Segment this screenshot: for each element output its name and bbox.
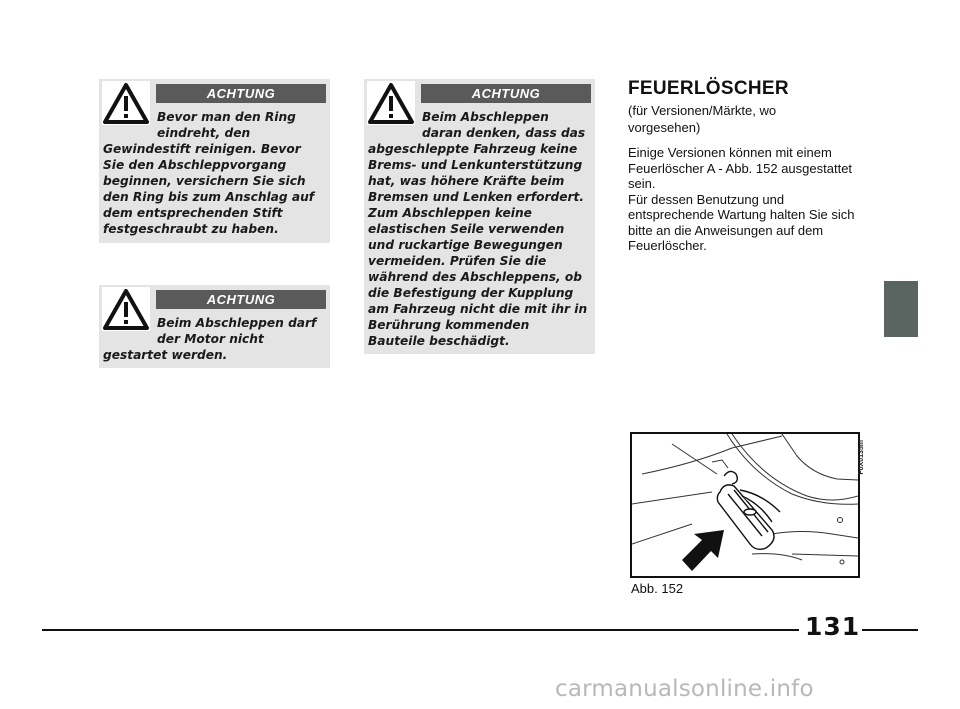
page-number: 131 (805, 612, 861, 641)
warning-box-1 (99, 79, 330, 243)
footer-rule-left (42, 629, 799, 631)
warning-triangle-icon (367, 81, 415, 125)
warning-triangle-icon (102, 287, 150, 331)
figure-caption: Abb. 152 (631, 581, 684, 596)
footer-rule-right (862, 629, 918, 631)
warning-box-2 (99, 285, 330, 368)
body-paragraph: Für dessen Benutzung und entsprechende Wartung halten Sie sich bitte an die Anweisungen auf dem Feuerlöscher. (628, 191, 855, 253)
warning-header: ACHTUNG (156, 84, 326, 103)
warning-text: Beim Abschleppen darf der Motor nicht gestartet werden. (103, 316, 317, 362)
fire-extinguisher-illustration-icon (632, 434, 858, 576)
section-title: FEUERLÖSCHER (628, 78, 789, 99)
chapter-side-tab (884, 281, 918, 337)
warning-triangle-icon (102, 81, 150, 125)
section-body (628, 145, 860, 254)
warning-box-3 (364, 79, 595, 354)
figure-fire-extinguisher (630, 432, 860, 578)
body-paragraph: Einige Versionen können mit einem Feuerlöscher A - Abb. 152 ausgestattet sein. (628, 145, 853, 191)
warning-text: Bevor man den Ring eindreht, den Gewindestift reinigen. Bevor Sie den Abschleppvorgang beginnen, versichern Sie sich den Ring bis zum Anschlag auf dem entsprechenden Stift festgeschraubt zu haben. (103, 110, 315, 236)
watermark: carmanualsonline.info (555, 676, 814, 702)
warning-text: Beim Abschleppen daran denken, dass das abgeschleppte Fahrzeug keine Brems- und Lenkunterstützung hat, was höhere Kräfte beim Bremsen und Lenken erfordert. Zum Abschleppen keine elastischen Seile verwenden und ruckartige Bewegungen vermeiden. Prüfen Sie die während des Abschleppens, ob die Befestigung der Kupplung am Fahrzeug nicht die mit ihr in Berührung kommenden Bauteile beschädigt. (368, 110, 588, 348)
section-subtitle: (für Versionen/Märkte, wo vorgesehen) (628, 103, 777, 135)
figure-code: F0X0135m (858, 440, 865, 475)
warning-header: ACHTUNG (421, 84, 591, 103)
warning-header: ACHTUNG (156, 290, 326, 309)
